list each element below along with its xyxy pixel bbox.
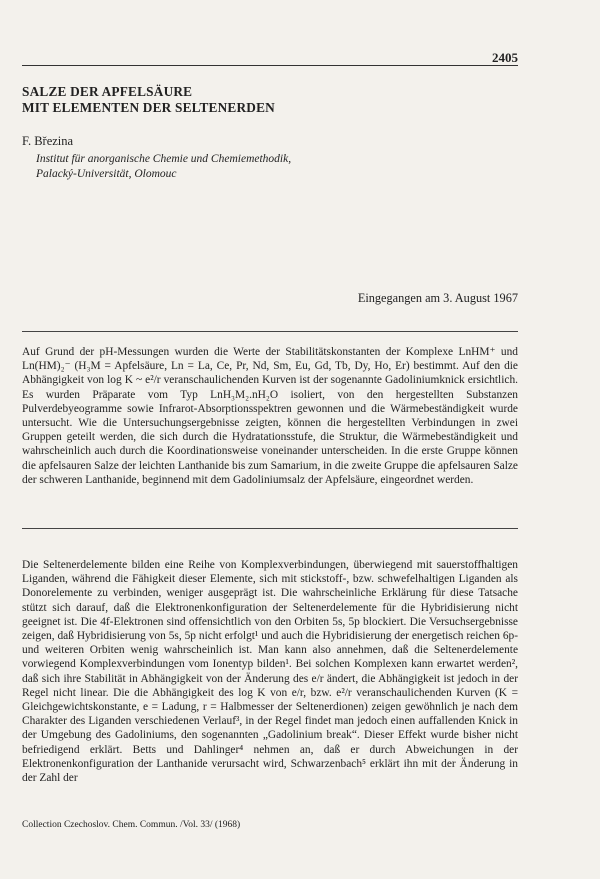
journal-footer: Collection Czechoslov. Chem. Commun. /Vol. 33/ (1968): [22, 820, 241, 830]
body-text: [22, 558, 518, 785]
affiliation-line-2: Palacký-Universität, Olomouc: [36, 168, 177, 180]
page-number: 2405: [492, 50, 518, 65]
abstract: [22, 345, 518, 487]
title-line-2: MIT ELEMENTEN DER SELTENERDEN: [22, 100, 275, 115]
title-line-1: SALZE DER APFELSÄURE: [22, 84, 193, 99]
received-date: Eingegangen am 3. August 1967: [357, 291, 518, 305]
affiliation: [36, 152, 496, 182]
article-title: [22, 84, 502, 116]
abstract-rule-top: [22, 331, 518, 332]
abstract-text: Auf Grund der pH-Messungen wurden die Werte der Stabilitätskonstanten der Komplexe LnHM⁺ und Ln(HM)₂⁻ (H₃M = Apfelsäure, Ln = La, Ce, Pr, Nd, Sm, Eu, Gd, Tb, Dy, Ho, Er) bestimmt. Auf den die Abhängigkeit von log K ~ e²/r veranschaulichenden Kurven ist der sogenannte Gadoliniumknick ersichtlich. Es wurden Präparate vom Typ LnH₃M₂.nH₂O isoliert, von den hergestellten Substanzen Pulverdebyeogramme sowie Infrarot-Absorptionsspektren gewonnen und die Wärmebeständigkeit wurde untersucht. Wie die Untersuchungsergebnisse zeigten, können die hergestellten Verbindungen in zwei Gruppen geteilt werden, die sich durch die Hydratationsstufe, die Struktur, die Wärmebeständigkeit und wahrscheinlich auch durch die Koordinationsweise voneinander unterscheiden. In die erste Gruppe können die apfelsauren Salze der leichten Lanthanide bis zum Samarium, in die zweite Gruppe die apfelsauren Salze der schweren Lanthanide, beginnend mit dem Gadoliniumsalz der Apfelsäure, eingeordnet werden.: [22, 346, 518, 486]
abstract-rule-bottom: [22, 528, 518, 529]
header-rule: [22, 65, 518, 66]
author: F. Březina: [22, 134, 74, 148]
body-paragraph: Die Seltenerdelemente bilden eine Reihe von Komplexverbindungen, überwiegend mit sauerstoffhaltigen Liganden, während die Fähigkeit dieser Elemente, sich mit stickstoff-, bzw. schwefelhaltigen Liganden als Donorelemente zu verbinden, weniger ausgeprägt ist. Die wahrscheinliche Erklärung für diese Tatsache stützt sich darauf, daß die Elektronenkonfiguration der Seltenerdelemente für die Hybridisierung nicht geeignet ist. Die 4f-Elektronen sind offensichtlich von den Orbiten 5s, 5p blockiert. Die Versuchsergebnisse zeigen, daß Hybridisierung von 5s, 5p nicht erfolgt¹ und auch die Hybridisierung der energetisch reichen 6p- und weiteren Orbiten wenig wahrscheinlich ist. Man kann also annehmen, daß die Seltenerdelemente vorwiegend Komplexverbindungen vom Ionentyp bilden¹. Bei solchen Komplexen kann erwartet werden², daß sich ihre Stabilität in Abhängigkeit von der Änderung des e/r ändert, die Abhängigkeit ist jedoch in der Regel nicht linear. Die die Abhängigkeit des log K von e/r, bzw. e²/r veranschaulichenden Kurven (K = Gleichgewichtskonstante, e = Ladung, r = Halbmesser der Seltenerdionen) zeigen gewöhnlich je nach dem Charakter des Liganden verschiedenen Verlauf³, in der Regel findet man jedoch einen auffallenden Knick in der Umgebung des Gadoliniums, den sogenannten „Gadolinium break“. Dieser Effekt wurde bisher nicht befriedigend erklärt. Betts und Dahlinger⁴ nehmen an, daß er durch Abweichungen in der Elektronenkonfiguration der Lanthanide verursacht wird, Schwarzenbach⁵ erklärt ihn mit der Änderung in der Zahl der: [22, 559, 518, 785]
affiliation-line-1: Institut für anorganische Chemie und Chemiemethodik,: [36, 153, 292, 165]
